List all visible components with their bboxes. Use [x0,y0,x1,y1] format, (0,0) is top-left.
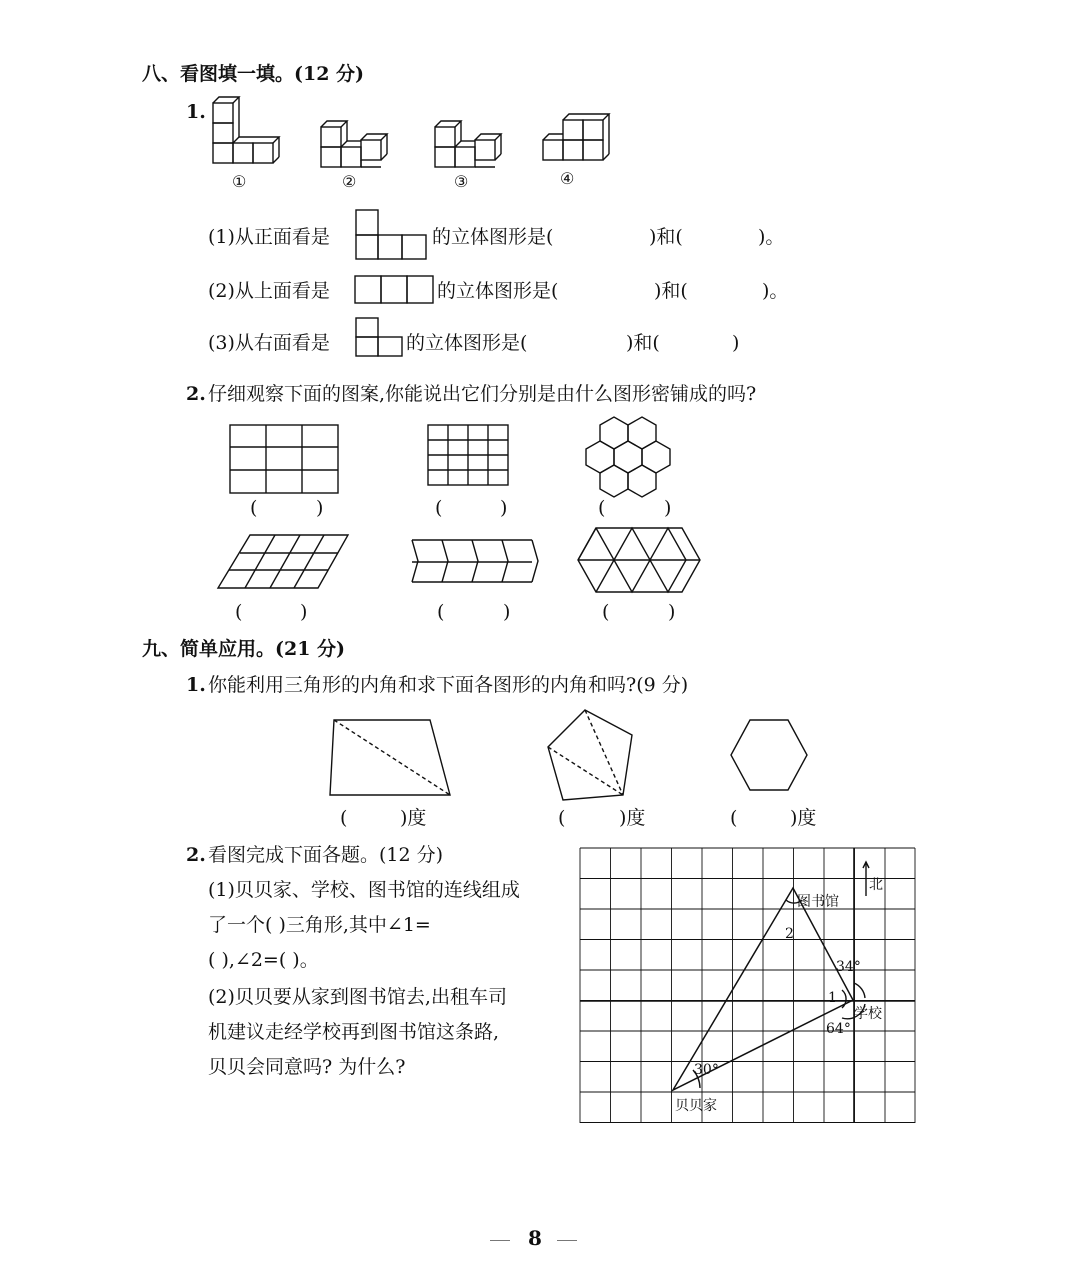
top-view-shape [355,276,435,306]
cube-figures [205,95,625,175]
polygon-figures [320,705,820,805]
sub1-prefix: (1)从正面看是 [208,226,330,248]
grid-lines [580,848,915,1123]
cube-label-1: ① [232,172,247,191]
tessellation-hexagons [586,417,670,497]
blank-open-6: ( [602,601,610,623]
blank-close-2: ) [500,497,508,519]
sub2-middle: )和( [654,280,688,302]
angle-2-label: 2 [785,926,794,942]
s9-q2-line-1: (1)贝贝家、学校、图书馆的连线组成 [208,879,520,901]
answer-close-1: )度 [400,807,427,829]
s9-q1-number: 1. [186,674,206,696]
blank-open-4: ( [235,601,243,623]
answer-open-3: ( [730,807,738,829]
sub2-end: )。 [762,280,789,302]
sub2-suffix: 的立体图形是( [437,280,559,302]
s9-q1-text: 你能利用三角形的内角和求下面各图形的内角和吗?(9 分) [208,674,689,696]
blank-close-1: ) [316,497,324,519]
school-label: 学校 [854,1006,882,1022]
s9-q2-number: 2. [186,844,206,866]
answer-close-3: )度 [790,807,817,829]
angle-64-label: 64° [826,1021,851,1037]
sub1-middle: )和( [649,226,683,248]
s9-q2-text: 看图完成下面各题。(12 分) [208,844,444,866]
sub3-end: ) [732,332,740,354]
blank-close-4: ) [300,601,308,623]
section-8-title: 八、看图填一填。(12 分) [142,63,365,85]
page-rule-right [557,1240,577,1241]
cube-label-3: ③ [454,172,469,191]
cube-figure-4 [543,114,609,160]
tessellation-squares [428,425,508,485]
tessellation-triangles [578,528,700,592]
sub3-suffix: 的立体图形是( [406,332,528,354]
blank-close-6: ) [668,601,676,623]
answer-open-2: ( [558,807,566,829]
quadrilateral [330,720,450,795]
blank-close-5: ) [503,601,511,623]
sub1-end: )。 [758,226,785,248]
tessellation-chevrons [412,540,538,582]
sub1-suffix: 的立体图形是( [432,226,554,248]
sub2-prefix: (2)从上面看是 [208,280,330,302]
q2-number: 2. [186,383,206,405]
map-grid [580,848,916,1124]
angle-1-label: 1 [828,990,837,1006]
blank-open-5: ( [437,601,445,623]
pentagon [548,710,632,800]
north-label: 北 [869,877,883,893]
answer-open-1: ( [340,807,348,829]
s9-q2-line-3: ( ),∠2=( )。 [208,949,319,971]
blank-open-3: ( [598,497,606,519]
s9-q2-line-2: 了一个( )三角形,其中∠1= [208,914,431,936]
tessellation-rectangles [230,425,338,493]
s9-q2-line-5: 机建议走经学校再到图书馆这条路, [208,1021,500,1043]
cube-label-2: ② [342,172,357,191]
page-number: 8 [528,1226,542,1250]
angle-34-label: 34° [836,959,861,975]
blank-close-3: ) [664,497,672,519]
cube-label-4: ④ [560,169,575,188]
hexagon [731,720,807,790]
tessellation-parallelograms [218,535,348,588]
s9-q2-line-6: 贝贝会同意吗? 为什么? [208,1056,406,1078]
tessellation-figures [200,410,720,620]
cube-figure-1 [213,97,279,163]
section-9-title: 九、简单应用。(21 分) [142,638,346,660]
front-view-shape [356,210,428,260]
page-rule-left [490,1240,510,1241]
q1-number: 1. [186,101,206,123]
sub3-prefix: (3)从右面看是 [208,332,330,354]
right-view-shape [356,318,406,358]
s9-q2-line-4: (2)贝贝要从家到图书馆去,出租车司 [208,986,507,1008]
library-label: 图书馆 [797,894,839,910]
cube-figure-2 [321,121,387,167]
cube-figure-3 [435,121,501,167]
blank-open-1: ( [250,497,258,519]
angle-30-label: 30° [694,1062,719,1078]
answer-close-2: )度 [619,807,646,829]
angle-34-arc [854,983,865,998]
home-label: 贝贝家 [675,1098,717,1114]
q2-text: 仔细观察下面的图案,你能说出它们分别是由什么图形密铺成的吗? [208,383,757,405]
blank-open-2: ( [435,497,443,519]
sub3-middle: )和( [626,332,660,354]
